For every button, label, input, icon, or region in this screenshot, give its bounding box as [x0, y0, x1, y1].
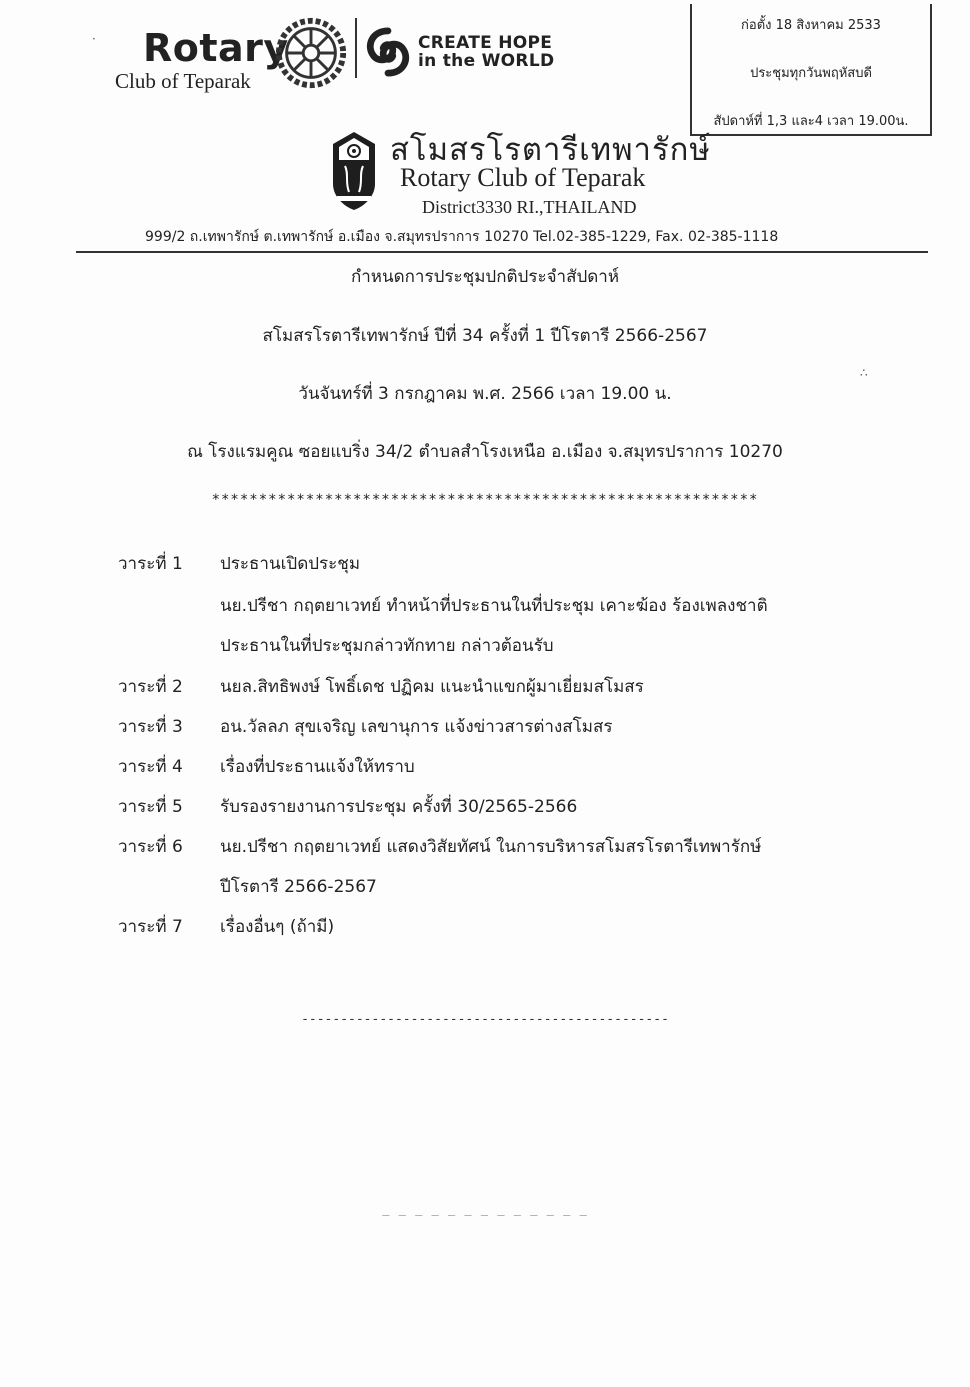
- logo-divider: [355, 18, 357, 78]
- agenda-label: วาระที่ 3: [118, 717, 183, 737]
- agenda-text: นย.ปรีชา กฤตยาเวทย์ ทำหน้าที่ประธานในที่ประชุม เคาะฆ้อง ร้องเพลงชาติ: [220, 596, 768, 616]
- create-hope-swirl-icon: [364, 26, 412, 78]
- meeting-weeks: สัปดาห์ที่ 1,3 และ4 เวลา 19.00น.: [713, 114, 909, 129]
- agenda-text: ประธานเปิดประชุม: [220, 554, 361, 574]
- slogan-line2: in the WORLD: [418, 51, 555, 71]
- agenda-text: เรื่องที่ประธานแจ้งให้ทราบ: [220, 757, 415, 777]
- scan-speck: ·: [92, 32, 96, 46]
- star-divider: **********************************************************: [211, 492, 759, 508]
- district: District3330 RI.,THAILAND: [422, 197, 637, 217]
- club-address: 999/2 ถ.เทพารักษ์ ต.เทพารักษ์ อ.เมือง จ.สมุทรปราการ 10270 Tel.02-385-1229, Fax. 02-385-1118: [145, 229, 779, 245]
- meeting-day: ประชุมทุกวันพฤหัสบดี: [750, 66, 872, 81]
- agenda-text: รับรองรายงานการประชุม ครั้งที่ 30/2565-2566: [220, 797, 578, 817]
- agenda-text: อน.วัลลภ สุขเจริญ เลขานุการ แจ้งข่าวสารต่างสโมสร: [220, 717, 613, 737]
- agenda-label: วาระที่ 7: [118, 917, 183, 937]
- club-name-english: Rotary Club of Teparak: [400, 163, 646, 192]
- scan-speck: ∴: [860, 366, 868, 380]
- agenda-text: นย.ปรีชา กฤตยาเวทย์ แสดงวิสัยทัศน์ ในการบริหารสโมสรโรตารีเทพารักษ์: [220, 837, 762, 857]
- agenda-label: วาระที่ 4: [118, 757, 183, 777]
- club-crest-icon: [327, 130, 381, 212]
- agenda-label: วาระที่ 1: [118, 554, 183, 574]
- meeting-info-box: [690, 4, 932, 136]
- scan-artifact: ‒ ‒ ‒ ‒ ‒ ‒ ‒ ‒ ‒ ‒ ‒ ‒ ‒: [382, 1208, 588, 1222]
- agenda-label: วาระที่ 2: [118, 677, 183, 697]
- rotary-club-subtitle: Club of Teparak: [115, 69, 251, 93]
- meeting-venue: ณ โรงแรมคูณ ซอยแบริ่ง 34/2 ตำบลสำโรงเหนือ อ.เมือง จ.สมุทรปราการ 10270: [187, 442, 783, 462]
- rotary-wheel-icon: [272, 14, 350, 92]
- closing-rule: -----------------------------------------------: [301, 1012, 669, 1027]
- agenda-text: นยล.สิทธิพงษ์ โพธิ์เดช ปฏิคม แนะนำแขกผู้มาเยี่ยมสโมสร: [220, 677, 644, 697]
- meeting-date: วันจันทร์ที่ 3 กรกฎาคม พ.ศ. 2566 เวลา 19.00 น.: [298, 384, 672, 404]
- slogan-line1: CREATE HOPE: [418, 33, 553, 53]
- agenda-label: วาระที่ 5: [118, 797, 183, 817]
- agenda-label: วาระที่ 6: [118, 837, 183, 857]
- founded-date: ก่อตั้ง 18 สิงหาคม 2533: [741, 18, 881, 33]
- rotary-wordmark: Rotary: [143, 26, 289, 70]
- slogan: [418, 34, 554, 70]
- agenda-text: ประธานในที่ประชุมกล่าวทักทาย กล่าวต้อนรับ: [220, 636, 554, 656]
- meeting-number: สโมสรโรตารีเทพารักษ์ ปีที่ 34 ครั้งที่ 1 ปีโรตารี 2566-2567: [262, 326, 708, 346]
- schedule-title: กำหนดการประชุมปกติประจำสัปดาห์: [350, 267, 620, 287]
- header-rule: [76, 251, 928, 253]
- agenda-text: เรื่องอื่นๆ (ถ้ามี): [220, 917, 335, 937]
- agenda-text: ปีโรตารี 2566-2567: [220, 877, 377, 897]
- club-name-thai: สโมสรโรตารีเทพารักษ์: [390, 132, 711, 168]
